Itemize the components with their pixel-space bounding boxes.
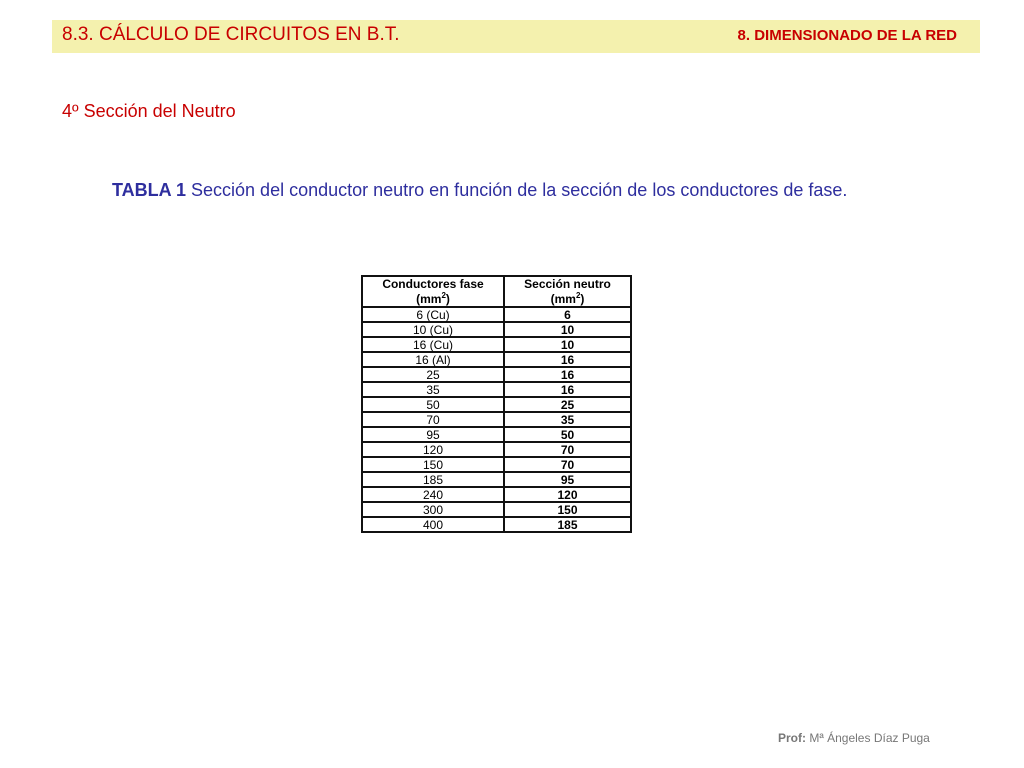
phase-section-cell: 50 [362, 397, 504, 412]
unit-open: (mm [416, 292, 442, 306]
column-header-unit [505, 292, 630, 305]
unit-superscript: 2 [575, 291, 581, 300]
neutral-section-cell: 150 [504, 502, 631, 517]
footer-author [778, 731, 930, 745]
phase-section-cell: 6 (Cu) [362, 307, 504, 322]
phase-section-cell: 120 [362, 442, 504, 457]
phase-section-cell: 240 [362, 487, 504, 502]
neutral-section-cell: 50 [504, 427, 631, 442]
section-title: 8. DIMENSIONADO DE LA RED [737, 27, 957, 44]
table-row [362, 472, 631, 487]
footer-label: Prof: [778, 731, 806, 745]
neutral-section-cell: 25 [504, 397, 631, 412]
unit-close: ) [580, 292, 585, 306]
table-row [362, 382, 631, 397]
column-header-phase [362, 276, 504, 307]
table-row [362, 397, 631, 412]
table-row [362, 487, 631, 502]
phase-section-cell: 25 [362, 367, 504, 382]
table-row [362, 517, 631, 532]
table-row [362, 352, 631, 367]
table-caption-label: TABLA 1 [112, 180, 186, 200]
table-row [362, 307, 631, 322]
phase-section-cell: 95 [362, 427, 504, 442]
unit-superscript: 2 [441, 291, 446, 300]
neutral-section-cell: 10 [504, 337, 631, 352]
neutral-section-table-wrapper [361, 275, 632, 533]
neutral-section-cell: 16 [504, 382, 631, 397]
unit-close: ) [445, 292, 450, 306]
neutral-section-cell: 16 [504, 367, 631, 382]
neutral-section-cell: 16 [504, 352, 631, 367]
neutral-section-cell: 10 [504, 322, 631, 337]
column-header-title: Conductores fase [382, 277, 484, 291]
header-band [52, 20, 980, 53]
neutral-section-cell: 70 [504, 457, 631, 472]
neutral-section-cell: 95 [504, 472, 631, 487]
slide-title: 8.3. CÁLCULO DE CIRCUITOS EN B.T. [62, 24, 400, 45]
phase-section-cell: 185 [362, 472, 504, 487]
table-row [362, 457, 631, 472]
phase-section-cell: 400 [362, 517, 504, 532]
phase-section-cell: 150 [362, 457, 504, 472]
phase-section-cell: 16 (Al) [362, 352, 504, 367]
table-row [362, 337, 631, 352]
neutral-section-cell: 120 [504, 487, 631, 502]
table-row [362, 367, 631, 382]
phase-section-cell: 70 [362, 412, 504, 427]
table-caption-text: Sección del conductor neutro en función de la sección de los conductores de fase. [191, 180, 848, 200]
neutral-section-table [361, 275, 632, 533]
neutral-section-cell: 35 [504, 412, 631, 427]
column-header-unit [363, 292, 503, 305]
phase-section-cell: 10 (Cu) [362, 322, 504, 337]
neutral-section-cell: 6 [504, 307, 631, 322]
phase-section-cell: 35 [362, 382, 504, 397]
unit-open: (mm [550, 292, 576, 306]
phase-section-cell: 300 [362, 502, 504, 517]
table-row [362, 502, 631, 517]
footer-name: Mª Ángeles Díaz Puga [809, 731, 930, 745]
table-row [362, 412, 631, 427]
neutral-section-cell: 70 [504, 442, 631, 457]
column-header-title: Sección neutro [524, 277, 611, 291]
neutral-section-cell: 185 [504, 517, 631, 532]
subtitle: 4º Sección del Neutro [62, 101, 236, 121]
table-row [362, 322, 631, 337]
table-row [362, 442, 631, 457]
column-header-neutral [504, 276, 631, 307]
table-caption [112, 180, 847, 201]
table-row [362, 427, 631, 442]
phase-section-cell: 16 (Cu) [362, 337, 504, 352]
table-header-row [362, 276, 631, 307]
